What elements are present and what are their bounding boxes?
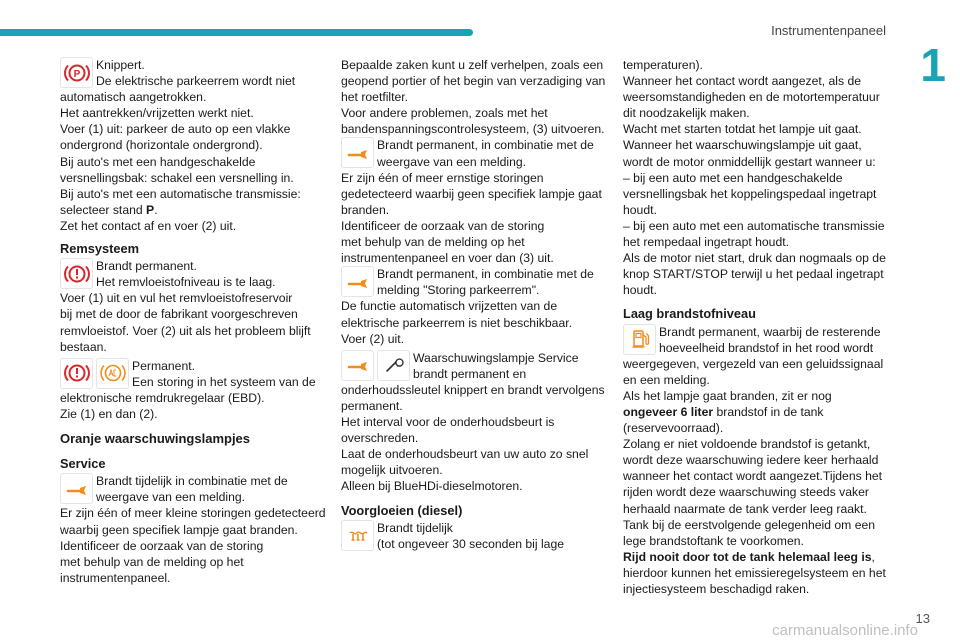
text-line: Identificeer de oorzaak van de storing [341,218,545,233]
text-line: herhaald naarmate de tank verder leeg raakt. [623,501,867,516]
text-line: Bepaalde zaken kunt u zelf verhelpen, zoals een [341,58,604,72]
parking-brake-fault-block [341,266,609,298]
low-fuel-block [623,324,889,356]
text-line: Bij auto's met een handgeschakelde [60,154,256,169]
text-line: houdt. [623,283,657,298]
text-span: . [154,202,158,217]
text-line: gedetecteerd waarbij geen specifiek lampje gaat [341,186,602,201]
text-line: Een storing in het systeem van de [132,374,316,389]
text-line: Er zijn één of meer ernstige storingen [341,170,544,185]
parking-brake-block [60,57,328,89]
text-line: Laat de onderhoudsbeurt van uw auto zo snel [341,447,589,462]
text-line: geopend portier of het begin van verzadiging van [341,74,606,89]
abs-icon [96,358,129,389]
text-line: instrumentenpaneel. [60,570,171,585]
text-line: Permanent. [132,358,196,373]
text-line [60,202,328,218]
text-line: Wacht met starten totdat het lampje uit gaat. [623,122,862,137]
wrench-orange-icon [341,350,374,381]
text-line [623,404,889,420]
text-line: Tank bij de eerstvolgende gelegenheid om een [623,517,876,532]
bold-text: Rijd nooit door tot de tank helemaal leeg is [623,549,872,564]
text-line: Identificeer de oorzaak van de storing [60,538,264,553]
chapter-number: 1 [920,39,946,91]
text-line: Brandt permanent, waarbij de resterende [659,324,881,339]
text-line: remvloeistof. Voer (2) uit als het probleem blijft [60,323,311,338]
text-line: weergave van een melding. [377,154,527,169]
maintenance-wrench-icon [377,350,410,381]
text-line: Er zijn één of meer kleine storingen gedetecteerd [60,506,326,521]
wrench-orange-icon [60,473,93,504]
text-line: waarbij geen specifiek lampje gaat branden. [60,522,298,537]
text-line: het rempedaal ingetrapt houdt. [623,235,790,250]
text-line: en een melding. [623,372,710,387]
text-line: Waarschuwingslampje Service [413,350,579,365]
text-line: bij met de door de fabrikant voorgeschreven [60,307,298,322]
text-line: melding "Storing parkeerrem". [377,283,540,298]
text-line: ondergrond (horizontale ondergrond). [60,138,263,153]
text-line: temperaturen). [623,58,703,72]
text-line: Voor andere problemen, zoals met het [341,106,548,121]
text-line: het roetfilter. [341,90,409,105]
text-line: Voer (2) uit. [341,331,404,346]
text-line: Brandt permanent, in combinatie met de [377,267,594,282]
section-heading-brandstof: Laag brandstofniveau [623,306,756,322]
text-line: versnellingsbak: schakel een versnelling in. [60,170,294,185]
text-line: weergegeven, vergezeld van een geluidssignaal [623,356,884,371]
text-line: Als het lampje gaat branden, zit er nog [623,388,832,403]
text-line: injectiesysteem beschadigd raken. [623,582,810,596]
text-line: Alleen bij BlueHDi-dieselmotoren. [341,479,523,494]
glow-plug-icon [341,520,374,551]
watermark-url: carmanualsonline.info [772,622,918,639]
column-2 [341,57,609,552]
text-line: Zie (1) en dan (2). [60,406,158,421]
text-line: bandenspanningscontrolesysteem, (3) uitvoeren. [341,122,605,137]
ebd-block [60,358,328,390]
text-span: selecteer stand [60,202,147,217]
text-line: wanneer het contact wordt aangezet.Tijdens het [623,469,883,484]
glow-plug-block [341,520,609,552]
page-number: 13 [915,611,930,626]
text-line: Brandt tijdelijk [377,520,453,535]
text-line [623,549,889,565]
text-line: dit noodzakelijk maken. [623,106,750,121]
text-line: met behulp van de melding op het [341,235,525,250]
text-span: , [871,549,875,564]
text-line: De elektrische parkeerrem wordt niet [96,74,296,89]
maintenance-block [341,350,609,382]
text-line: – bij een auto met een handgeschakelde [623,170,843,185]
text-line: Bij auto's met een automatische transmissie: [60,186,301,201]
text-line: Knippert. [96,58,145,72]
bold-text: P [146,202,155,217]
text-line: weergave van een melding. [96,490,246,505]
text-line: Brandt permanent, in combinatie met de [377,138,594,153]
text-span: brandstof in de tank [713,404,824,419]
text-line: lege brandstoftank te voorkomen. [623,533,804,548]
text-line: De functie automatisch vrijzetten van de [341,299,558,314]
parking-brake-red-icon [60,57,93,88]
text-line: elektrische parkeerrem is niet beschikbaar. [341,315,572,330]
text-line: weersomstandigheden en de motortemperatuur [623,90,880,105]
fuel-pump-icon [623,324,656,355]
header-accent-dot [466,29,473,36]
brake-fluid-block [60,258,328,290]
text-line: (tot ongeveer 30 seconden bij lage [377,536,565,551]
wrench-orange-icon [341,137,374,168]
bold-text: ongeveer 6 liter [623,404,714,419]
text-line: knop START/STOP terwijl u het pedaal ingetrapt [623,267,884,282]
text-line: met behulp van de melding op het [60,554,244,569]
text-line: permanent. [341,398,403,413]
text-line: Het aantrekken/vrijzetten werkt niet. [60,106,254,121]
text-line: Zet het contact af en voer (2) uit. [60,218,237,233]
text-line: Wanneer het waarschuwingslampje uit gaat, [623,138,862,153]
text-line: Voer (1) uit en vul het remvloeistofreservoir [60,291,293,306]
text-line: hierdoor kunnen het emissieregelsysteem en het [623,565,886,580]
text-line: houdt. [623,202,657,217]
section-heading-voorgloeien: Voorgloeien (diesel) [341,502,463,518]
brake-warning-icon [60,358,93,389]
text-line: Brandt tijdelijk in combinatie met de [96,474,288,489]
text-line: Brandt permanent. [96,259,197,274]
service-block [60,473,328,505]
section-heading-service: Service [60,456,106,472]
text-line: Als de motor niet start, druk dan nogmaals op de [623,251,886,266]
text-line: versnellingsbak het koppelingspedaal ingetrapt [623,186,877,201]
page-header-title: Instrumentenpaneel [771,23,886,38]
text-line: hoeveelheid brandstof in het rood wordt [659,340,874,355]
text-line: – bij een auto met een automatische transmissie [623,218,885,233]
text-line: elektronische remdrukregelaar (EBD). [60,390,265,405]
text-line: Het remvloeistofniveau is te laag. [96,275,276,290]
text-line: overschreden. [341,431,419,446]
text-line: brandt permanent en [413,366,527,381]
text-line: Wanneer het contact wordt aangezet, als de [623,74,862,89]
text-line: automatisch aangetrokken. [60,90,207,105]
section-heading-remsysteem: Remsysteem [60,241,139,257]
text-line: onderhoudssleutel knippert en brandt vervolgens [341,382,605,397]
text-line: Voer (1) uit: parkeer de auto op een vlakke [60,122,291,137]
svg-text:P: P [73,68,80,80]
text-line: bestaan. [60,339,107,354]
column-3 [623,57,889,597]
header-accent-bar [0,29,470,36]
text-line: Het interval voor de onderhoudsbeurt is [341,415,555,430]
text-line: wordt deze waarschuwing iedere keer herhaald [623,453,879,468]
column-1 [60,57,328,586]
text-line: branden. [341,202,390,217]
serious-fault-block [341,137,609,169]
text-line: instrumentenpaneel en voer dan (3) uit. [341,251,554,266]
text-line: mogelijk uitvoeren. [341,463,443,478]
wrench-orange-icon [341,266,374,297]
text-line: rijden wordt deze waarschuwing steeds vaker [623,485,869,500]
text-line: wordt de motor onmiddellijk gestart wanneer u: [623,154,876,169]
text-line: (reservevoorraad). [623,421,724,436]
text-line: Zolang er niet voldoende brandstof is getankt, [623,437,871,452]
section-heading-oranje: Oranje waarschuwingslampjes [60,431,251,447]
brake-warning-icon [60,258,93,289]
